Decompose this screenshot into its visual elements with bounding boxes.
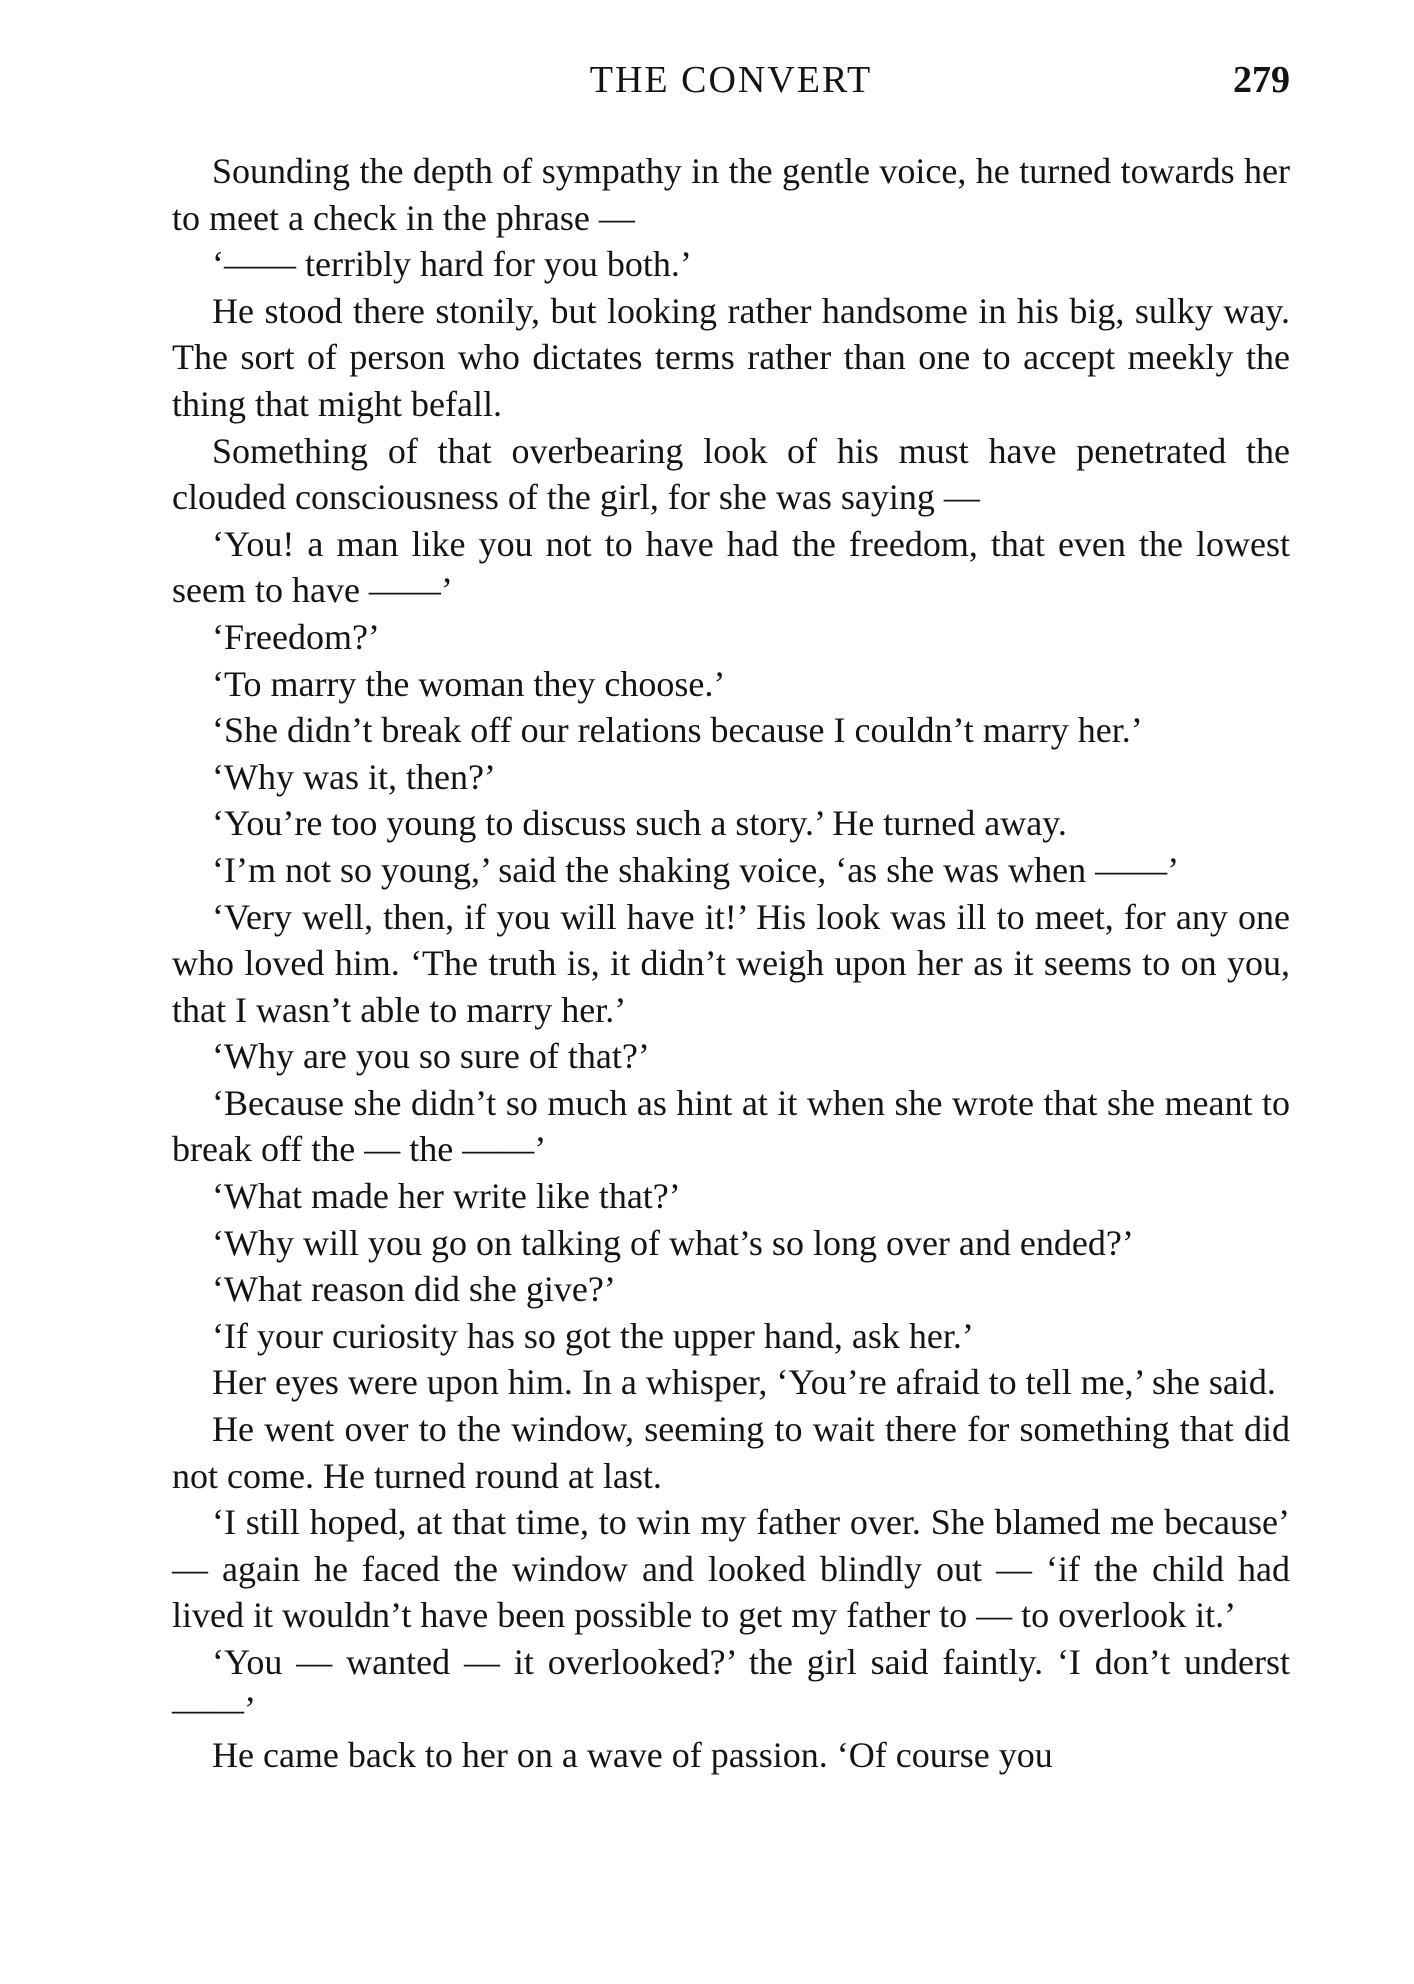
paragraph: ‘Because she didn’t so much as hint at it when she wrote that she meant to break off the — the ——’ (172, 1082, 1290, 1170)
paragraph: ‘She didn’t break off our relations because I couldn’t marry her.’ (212, 710, 1143, 751)
paragraph: He stood there stonily, but looking rather handsome in his big, sulky way. The sort of person who dictates terms rather than one to accept meekly the thing that might befall. (172, 290, 1290, 424)
paragraph: Sounding the depth of sympathy in the gentle voice, he turned towards her to meet a check in the phrase — (172, 151, 1290, 238)
paragraph: ‘You’re too young to discuss such a story.’ He turned away. (212, 803, 1067, 844)
paragraph: ‘I’m not so young,’ said the shaking voice, ‘as she was when ——’ (212, 849, 1180, 890)
paragraph: ‘I still hoped, at that time, to win my father over. She blamed me because’ — again he faced the window and looked blindly out — ‘if the child had lived it wouldn’t have been possible to get my father to — to overlook it.’ (172, 1502, 1290, 1636)
paragraph: Something of that overbearing look of his must have penetrated the clouded consciousness of the girl, for she was saying — (172, 430, 1290, 518)
paragraph: ‘If your curiosity has so got the upper hand, ask her.’ (212, 1315, 974, 1356)
paragraph: ‘You! a man like you not to have had the freedom, that even the lowest seem to have ——’ (172, 523, 1290, 611)
body-text (172, 148, 1290, 1779)
chapter-title: THE CONVERT (589, 59, 873, 101)
paragraph: ‘What reason did she give?’ (212, 1269, 616, 1310)
paragraph: ‘To marry the woman they choose.’ (212, 663, 726, 704)
paragraph: ‘Why was it, then?’ (212, 756, 496, 797)
paragraph: He went over to the window, seeming to wait there for something that did not come. He turned round at last. (172, 1409, 1290, 1496)
paragraph: ‘What made her write like that?’ (212, 1176, 681, 1217)
page-number: 279 (1233, 59, 1290, 101)
paragraph: ‘You — wanted — it overlooked?’ the girl said faintly. ‘I don’t underst ——’ (172, 1642, 1290, 1729)
paragraph: Her eyes were upon him. In a whisper, ‘You’re afraid to tell me,’ she said. (212, 1362, 1276, 1403)
paragraph: He came back to her on a wave of passion. ‘Of course you (212, 1735, 1053, 1776)
paragraph: ‘Freedom?’ (212, 616, 380, 657)
running-head (172, 58, 1290, 108)
paragraph: ‘Very well, then, if you will have it!’ His look was ill to meet, for any one who loved him. ‘The truth is, it didn’t weigh upon her as it seems to on you, that I wasn’t able to marry her.’ (172, 896, 1290, 1030)
paragraph: ‘Why are you so sure of that?’ (212, 1036, 650, 1077)
paragraph: ‘Why will you go on talking of what’s so long over and ended?’ (212, 1222, 1134, 1263)
paragraph: ‘—— terribly hard for you both.’ (212, 244, 692, 285)
